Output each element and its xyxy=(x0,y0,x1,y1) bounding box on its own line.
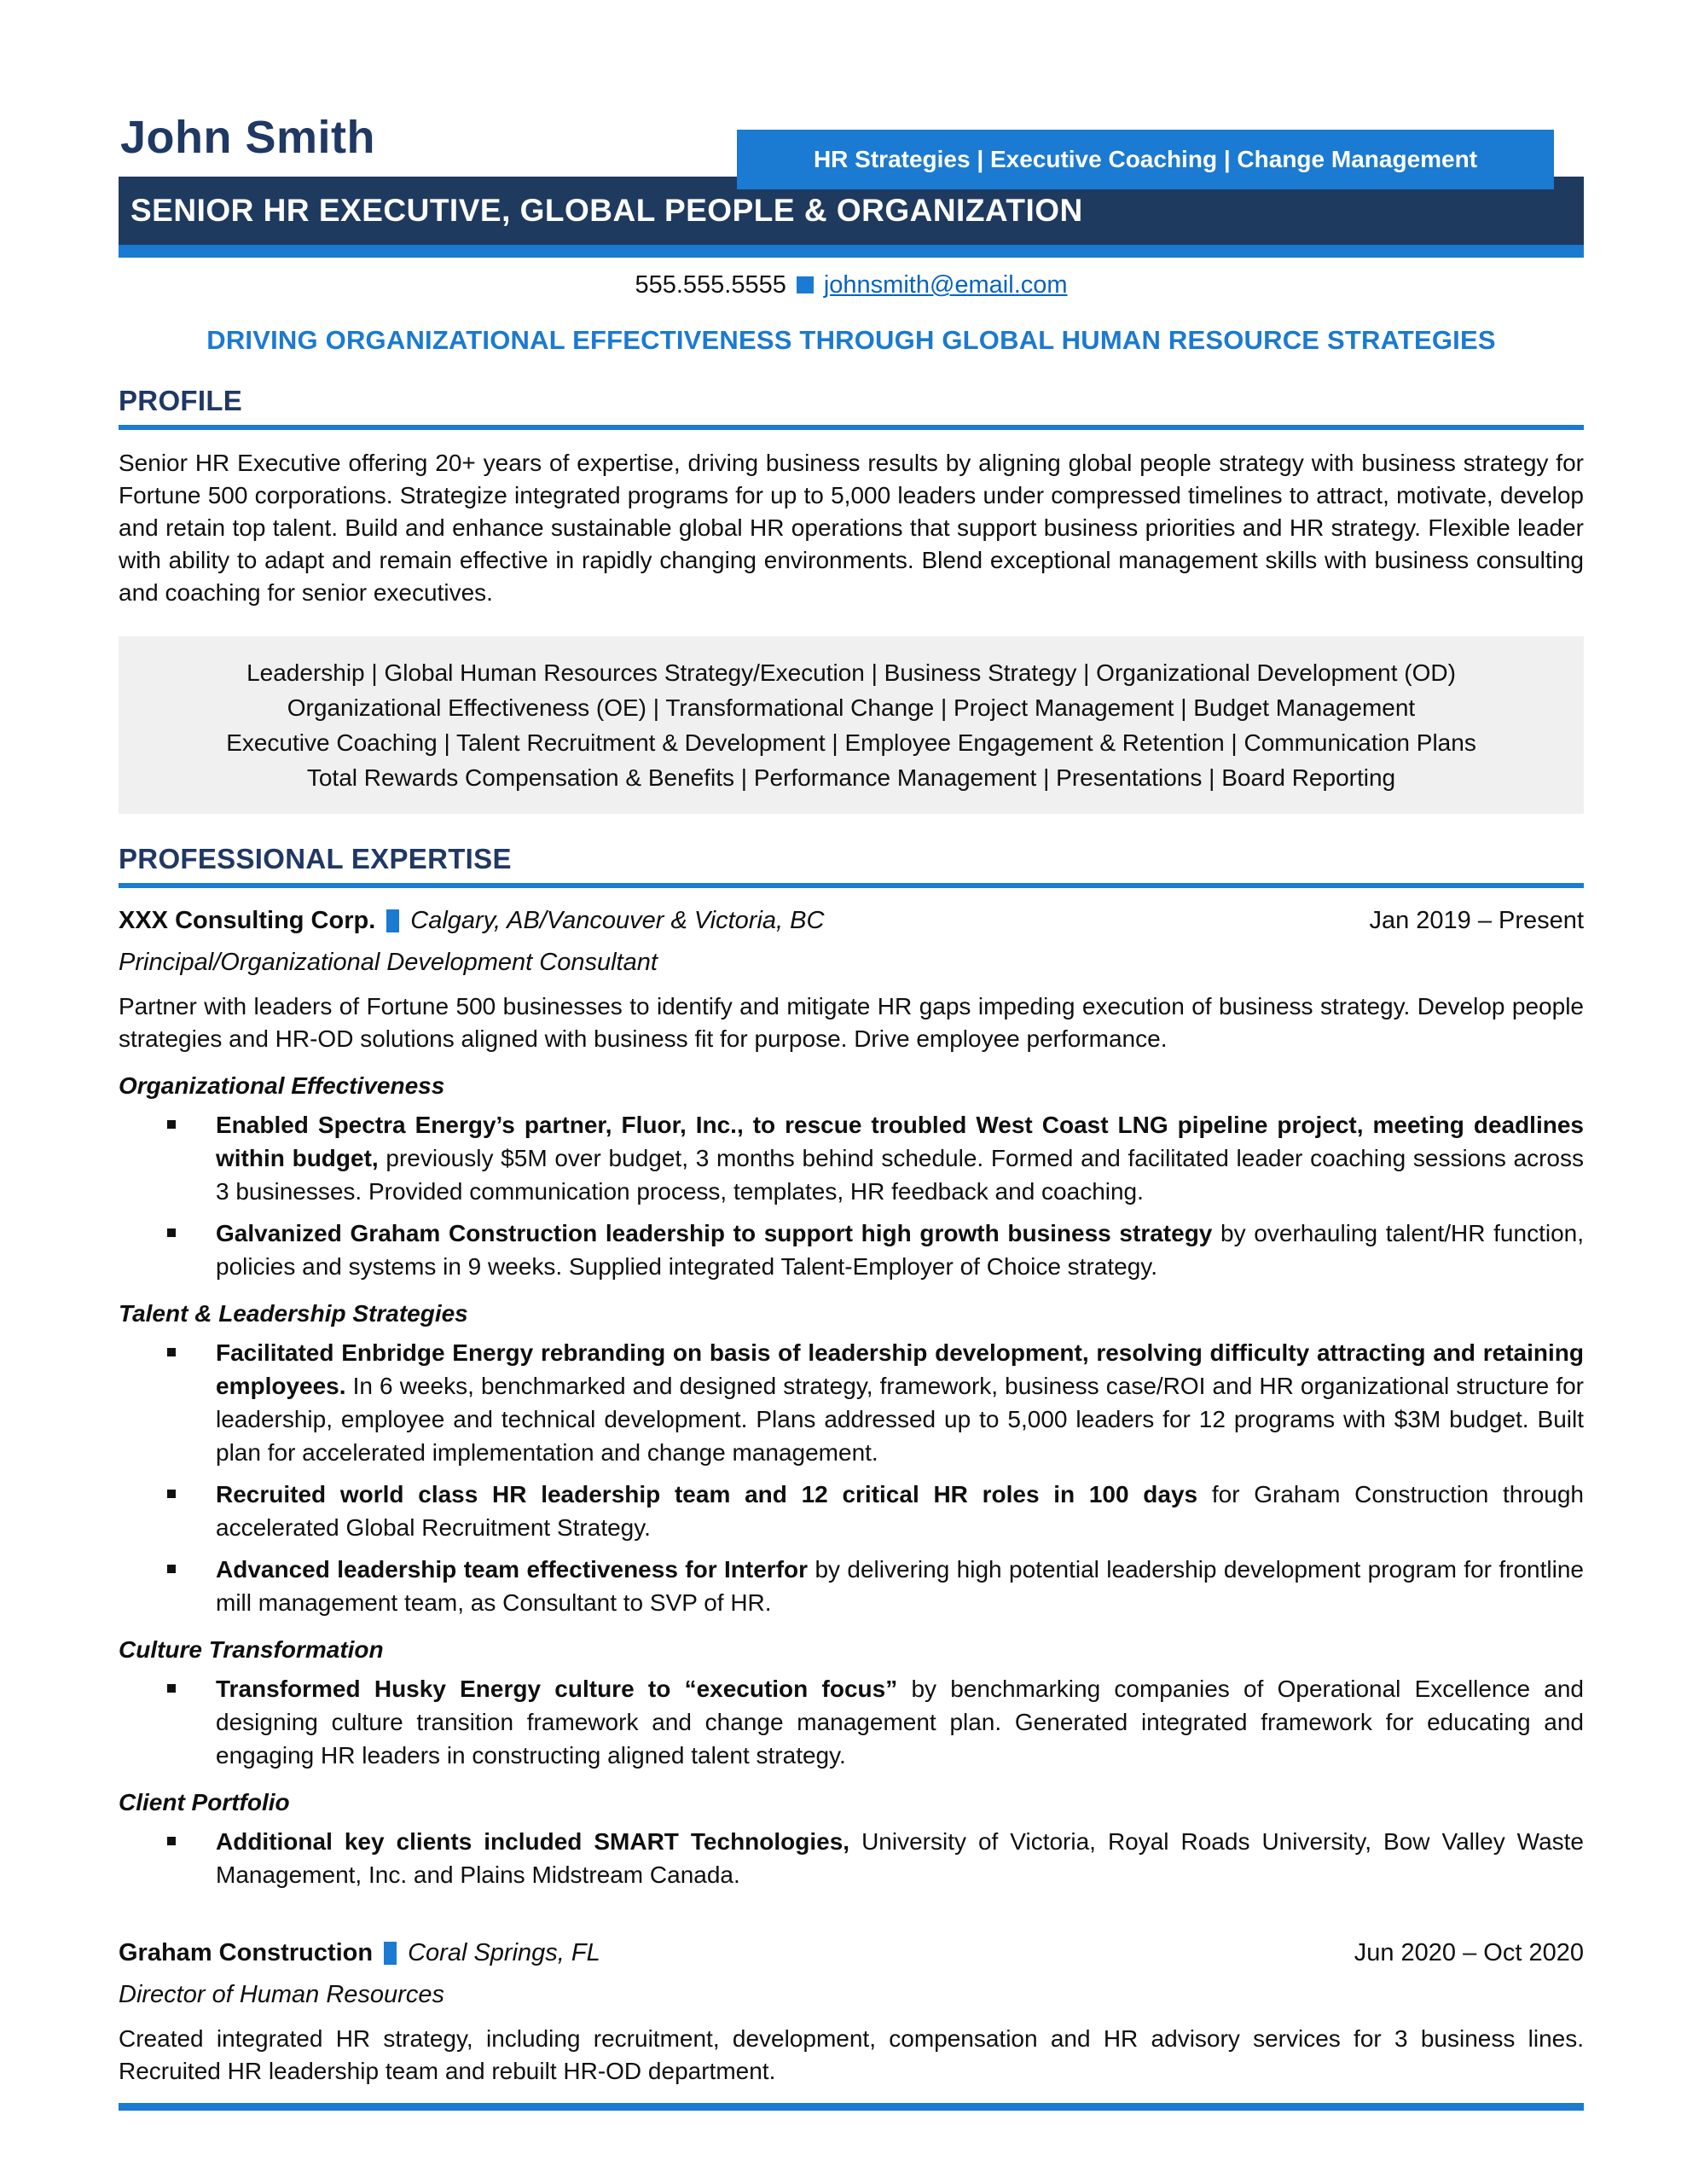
bullet-icon xyxy=(167,1120,176,1129)
email-link[interactable]: johnsmith@email.com xyxy=(823,271,1068,299)
bullet-lead: Transformed Husky Energy culture to “execution focus” xyxy=(216,1676,898,1702)
bullet-text xyxy=(216,1217,1584,1283)
company-name: XXX Consulting Corp. xyxy=(119,907,376,934)
job-header-row xyxy=(119,1939,1584,1967)
person-name: John Smith xyxy=(120,112,375,163)
bullet-text xyxy=(216,1478,1584,1544)
contact-line xyxy=(119,271,1584,299)
square-separator-icon xyxy=(797,276,814,293)
square-separator-icon xyxy=(386,909,399,932)
bullet-rest: previously $5M over budget, 3 months behind schedule. Formed and facilitated leader coaching sessions across 3 businesses. Provided communication process, templates, HR feedback and coaching. xyxy=(216,1145,1584,1205)
profile-section-rule xyxy=(119,425,1584,430)
bullet-icon xyxy=(167,1348,176,1356)
bullet-lead: Additional key clients included SMART Technologies, xyxy=(216,1828,850,1855)
header xyxy=(119,0,1584,258)
bullet-text xyxy=(216,1553,1584,1619)
subsection-heading: Talent & Leadership Strategies xyxy=(119,1300,468,1327)
company-name: Graham Construction xyxy=(119,1939,374,1966)
bullet-icon xyxy=(167,1490,176,1498)
profile-paragraph: Senior HR Executive offering 20+ years of expertise, driving business results by aligning global people strategy with business strategy for Fortune 500 corporations. Strategize integrated programs for up to 5,000 leaders under compressed timelines to attract, motivate, develop and retain top talent. Build and enhance sustainable global HR operations that support business priorities and HR strategy. Flexible leader with ability to adapt and remain effective in rapidly changing environments. Blend exceptional management skills with business consulting and coaching for senior executives. xyxy=(119,450,1584,606)
tagline-text: HR Strategies | Executive Coaching | Change Management xyxy=(813,146,1478,172)
bullet-rest: by benchmarking companies of Operational Excellence and designing culture transition framework and change management plan. Generated integrated framework for educating and engaging HR leaders in constructing aligned talent strategy. xyxy=(216,1676,1585,1769)
keywords-box xyxy=(119,636,1584,814)
tagline-box xyxy=(737,130,1554,189)
achievement-bullet xyxy=(119,1478,1584,1544)
bullet-lead: Advanced leadership team effectiveness for Interfor xyxy=(216,1556,809,1583)
page-bottom-rule xyxy=(119,2103,1584,2111)
bullet-lead: Facilitated Enbridge Energy rebranding on basis of leadership development, resolving difficulty attracting and retaining employees. xyxy=(216,1339,1584,1399)
achievement-bullet xyxy=(119,1553,1584,1619)
subsection-heading: Culture Transformation xyxy=(119,1636,384,1663)
job-summary: Partner with leaders of Fortune 500 businesses to identify and mitigate HR gaps impeding execution of business strategy. Develop people strategies and HR-OD solutions aligned with business fit for purpose. Drive employee performance. xyxy=(119,993,1584,1052)
job-header-row xyxy=(119,907,1584,935)
bullet-text xyxy=(216,1825,1584,1891)
bullet-lead: Recruited world class HR leadership team and 12 critical HR roles in 100 days xyxy=(216,1481,1198,1507)
keywords-line: Organizational Effectiveness (OE) | Transformational Change | Project Management | Budget Management xyxy=(287,694,1416,721)
achievement-bullet xyxy=(119,1825,1584,1891)
subsection-heading: Organizational Effectiveness xyxy=(119,1072,445,1099)
bullet-rest: by overhauling talent/HR function, policies and systems in 9 weeks. Supplied integrated Talent-Employer of Choice strategy. xyxy=(216,1220,1584,1280)
header-accent-strip xyxy=(119,245,1584,258)
square-separator-icon xyxy=(384,1942,397,1965)
bullet-rest: for Graham Construction through accelerated Global Recruitment Strategy. xyxy=(216,1481,1584,1541)
expertise-section-rule xyxy=(119,883,1584,888)
keywords-line: Total Rewards Compensation & Benefits | Performance Management | Presentations | Board Reporting xyxy=(306,764,1396,791)
bullet-rest: University of Victoria, Royal Roads University, Bow Valley Waste Management, Inc. and Plains Midstream Canada. xyxy=(216,1828,1584,1888)
job-location: Calgary, AB/Vancouver & Victoria, BC xyxy=(410,907,825,934)
bullet-icon xyxy=(167,1684,176,1693)
job-location: Coral Springs, FL xyxy=(408,1939,600,1966)
expertise-section-heading: PROFESSIONAL EXPERTISE xyxy=(119,843,512,874)
bullet-icon xyxy=(167,1228,176,1237)
job-entry xyxy=(119,907,1584,1891)
bullet-rest: In 6 weeks, benchmarked and designed strategy, framework, business case/ROI and HR organizational structure for leadership, employee and technical development. Plans addressed up to 5,000 leaders for 12 programs with $3M budget. Built plan for accelerated implementation and change management. xyxy=(216,1373,1584,1466)
keywords-line: Executive Coaching | Talent Recruitment & Development | Employee Engagement & Retention | Communication Plans xyxy=(226,729,1476,756)
job-dates: Jun 2020 – Oct 2020 xyxy=(1354,1939,1584,1966)
profile-section-heading: PROFILE xyxy=(119,385,243,416)
branding-headline: DRIVING ORGANIZATIONAL EFFECTIVENESS THROUGH GLOBAL HUMAN RESOURCE STRATEGIES xyxy=(206,325,1496,355)
job-role: Director of Human Resources xyxy=(119,1981,444,2008)
achievement-bullet xyxy=(119,1217,1584,1283)
bullet-text xyxy=(216,1672,1584,1772)
bullet-rest: by delivering high potential leadership development program for frontline mill management team, as Consultant to SVP of HR. xyxy=(216,1556,1584,1616)
job-summary: Created integrated HR strategy, including recruitment, development, compensation and HR advisory services for 3 business lines. Recruited HR leadership team and rebuilt HR-OD department. xyxy=(119,2025,1584,2084)
title-bar-text: SENIOR HR EXECUTIVE, GLOBAL PEOPLE & ORGANIZATION xyxy=(130,193,1083,228)
job-role: Principal/Organizational Development Consultant xyxy=(119,949,658,976)
phone-number: 555.555.5555 xyxy=(635,271,786,299)
keywords-line: Leadership | Global Human Resources Strategy/Execution | Business Strategy | Organizational Development (OD) xyxy=(246,659,1456,686)
job-dates: Jan 2019 – Present xyxy=(1369,907,1584,934)
subsection-heading: Client Portfolio xyxy=(119,1789,290,1815)
bullet-icon xyxy=(167,1565,176,1573)
bullet-text xyxy=(216,1336,1584,1469)
achievement-bullet xyxy=(119,1108,1584,1208)
achievement-bullet xyxy=(119,1336,1584,1469)
job-entry xyxy=(119,1939,1584,2088)
bullet-icon xyxy=(167,1837,176,1845)
achievement-bullet xyxy=(119,1672,1584,1772)
bullet-lead: Enabled Spectra Energy’s partner, Fluor, Inc., to rescue troubled West Coast LNG pipeline project, meeting deadlines within budget, xyxy=(216,1112,1584,1171)
bullet-lead: Galvanized Graham Construction leadership to support high growth business strategy xyxy=(216,1220,1213,1246)
bullet-text xyxy=(216,1108,1584,1208)
